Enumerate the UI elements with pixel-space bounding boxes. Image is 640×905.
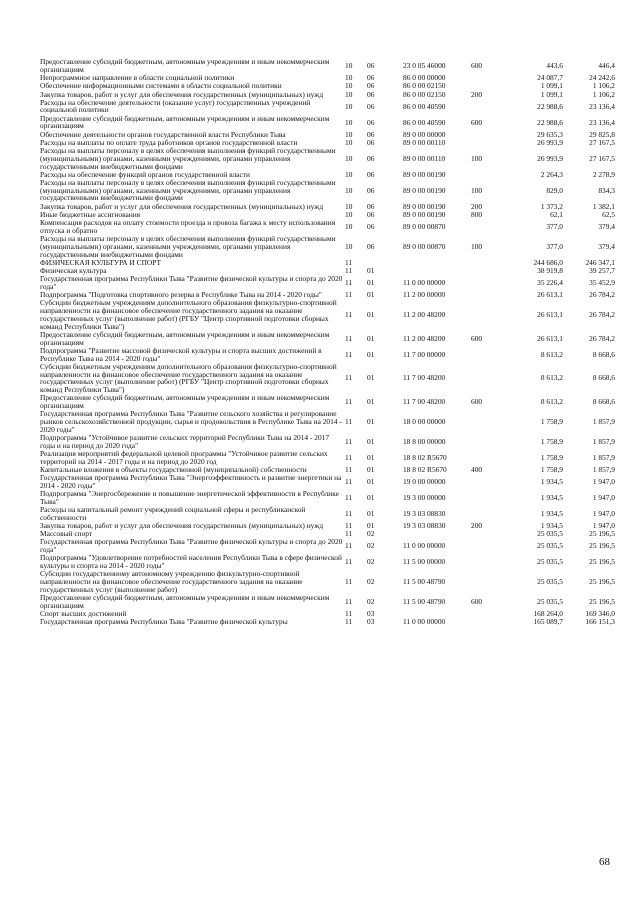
amount-year-2: 1 382,1 — [592, 201, 615, 211]
target-article-code: 86 0 00 40590 — [403, 117, 446, 127]
target-article-code: 86 0 00 00000 — [403, 73, 446, 83]
subsection-code: 01 — [367, 397, 375, 407]
target-article-code: 19 3 03 08830 — [403, 508, 446, 518]
amount-year-2: 169 346,0 — [585, 609, 615, 619]
row-name: Капитальные вложения в объекты государственной (муниципальной) собственности — [40, 464, 307, 474]
expense-type-code: 600 — [471, 333, 483, 343]
table-row — [40, 363, 615, 395]
expense-type-code: 800 — [471, 209, 483, 219]
expense-type-code — [471, 259, 511, 267]
expense-type-code: 600 — [471, 397, 483, 407]
table-row — [40, 538, 615, 554]
section-code: 11 — [345, 557, 353, 567]
section-code: 10 — [345, 129, 353, 139]
amount-year-2: 26 784,2 — [589, 333, 615, 343]
row-name: Субсидии бюджетным учреждениям дополнительного образования физкультурно-спортивной направленности на финансовое обеспечение государственного задания на оказание государственных услуг (выполнение работ) (РГБУ "Центр спортивной подготовки сборных команд Республики Тыва") — [40, 298, 337, 331]
amount-year-1: 26 613,1 — [537, 309, 563, 319]
row-name: Обеспечение деятельности органов государственной власти Республики Тыва — [40, 129, 286, 139]
expense-type-code: 400 — [471, 464, 483, 474]
amount-year-2: 379,4 — [598, 221, 615, 231]
amount-year-1: 26 613,1 — [537, 333, 563, 343]
target-article-code: 11 7 00 00000 — [403, 349, 446, 359]
subsection-code: 06 — [367, 241, 375, 251]
subsection-code: 06 — [367, 101, 375, 111]
row-name: Государственная программа Республики Тыва "Развитие сельского хозяйства и регулирование рынков сельскохозяйственной продукции, сырья и продовольствия в Республике Тыва на 2014 - 2020 годы" — [40, 409, 342, 434]
amount-year-1: 25 035,5 — [537, 541, 563, 551]
table-row — [40, 554, 615, 570]
amount-year-2: 26 784,2 — [589, 309, 615, 319]
section-code: 11 — [345, 464, 353, 474]
row-name: Расходы на выплаты по оплате труда работников органов государственной власти — [40, 137, 298, 147]
target-article-code: 19 3 03 08830 — [403, 521, 446, 531]
amount-year-2: 8 668,6 — [592, 349, 615, 359]
amount-year-1: 8 613,2 — [540, 373, 563, 383]
row-name: Государственная программа Республики Тыва "Развитие физической культуры — [40, 617, 288, 627]
amount-year-2: 35 452,9 — [589, 277, 615, 287]
expense-type-code — [471, 267, 511, 275]
subsection-code: 02 — [367, 557, 375, 567]
amount-year-2: 27 167,5 — [589, 137, 615, 147]
amount-year-1: 1 373,2 — [540, 201, 563, 211]
amount-year-1: 1 099,1 — [540, 81, 563, 91]
amount-year-1: 377,0 — [546, 241, 563, 251]
row-name: Закупка товаров, работ и услуг для обеспечения государственных (муниципальных) нужд — [40, 521, 324, 531]
subsection-code: 01 — [367, 508, 375, 518]
amount-year-2: 2 278,9 — [592, 169, 615, 179]
amount-year-2: 1 857,9 — [592, 464, 615, 474]
subsection-code: 01 — [367, 477, 375, 487]
expense-type-code: 200 — [471, 521, 483, 531]
amount-year-1: 244 686,0 — [533, 257, 563, 267]
target-article-code: 18 0 00 00000 — [403, 417, 446, 427]
amount-year-2: 1 947,0 — [592, 492, 615, 502]
target-article-code: 18 8 02 R5670 — [403, 464, 447, 474]
subsection-code: 02 — [367, 596, 375, 606]
expense-type-code — [471, 618, 511, 626]
table-row — [40, 259, 615, 267]
row-name: Предоставление субсидий бюджетным, автономным учреждениям и иным некоммерческим организациям — [40, 57, 330, 74]
budget-table — [40, 58, 615, 626]
expense-type-code: 200 — [471, 89, 483, 99]
section-code: 10 — [345, 89, 353, 99]
subsection-code: 06 — [367, 61, 375, 71]
row-name: Компенсация расходов на оплату стоимости проезда и провоза багажа к месту использования отпуска и обратно — [40, 218, 336, 235]
expense-type-code: 600 — [471, 61, 483, 71]
amount-year-2: 26 784,2 — [589, 290, 615, 300]
amount-year-1: 26 993,9 — [537, 137, 563, 147]
amount-year-1: 829,0 — [546, 185, 563, 195]
amount-year-1: 1 934,5 — [540, 508, 563, 518]
row-name: Расходы на обеспечение деятельности (оказание услуг) государственных учреждений социальной политики — [40, 97, 311, 115]
section-code: 11 — [345, 541, 353, 551]
section-code: 10 — [345, 209, 353, 219]
section-code: 10 — [345, 117, 353, 127]
amount-year-1: 377,0 — [546, 221, 563, 231]
subsection-code: 01 — [367, 436, 375, 446]
amount-year-2: 23 136,4 — [589, 117, 615, 127]
amount-year-1: 165 089,7 — [533, 617, 563, 627]
amount-year-1: 8 613,2 — [540, 349, 563, 359]
amount-year-1: 25 035,5 — [537, 596, 563, 606]
amount-year-2: 1 947,0 — [592, 477, 615, 487]
expense-type-code — [471, 530, 511, 538]
amount-year-2: 1 106,2 — [592, 81, 615, 91]
subsection-code: 01 — [367, 373, 375, 383]
subsection-code: 06 — [367, 129, 375, 139]
section-code: 11 — [345, 417, 353, 427]
section-code: 10 — [345, 81, 353, 91]
section-code: 10 — [345, 221, 353, 231]
table-row — [40, 58, 615, 74]
expense-type-code: 600 — [471, 117, 483, 127]
row-name: Иные бюджетные ассигнования — [40, 209, 141, 219]
subsection-code: 01 — [367, 309, 375, 319]
row-name: Закупка товаров, работ и услуг для обеспечения государственных (муниципальных) нужд — [40, 89, 324, 99]
target-article-code — [403, 259, 471, 267]
section-code: 11 — [345, 529, 353, 539]
target-article-code: 11 2 00 48200 — [403, 309, 446, 319]
subsection-code: 03 — [367, 617, 375, 627]
expense-type-code — [471, 570, 511, 594]
section-code: 10 — [345, 137, 353, 147]
table-row — [40, 219, 615, 235]
amount-year-2: 24 242,6 — [589, 73, 615, 83]
amount-year-1: 1 934,5 — [540, 477, 563, 487]
target-article-code: 18 8 02 R5670 — [403, 452, 447, 462]
section-code: 11 — [345, 521, 353, 531]
section-code: 10 — [345, 241, 353, 251]
row-name: Государственная программа Республики Тыва "Развитие физической культуры и спорта до 2020 года" — [40, 537, 343, 555]
amount-year-2: 23 136,4 — [589, 101, 615, 111]
subsection-code: 06 — [367, 185, 375, 195]
amount-year-2: 246 347,1 — [585, 257, 615, 267]
expense-type-code — [471, 610, 511, 618]
row-name: Расходы на выплаты персоналу в целях обеспечения выполнения функций государственными (муниципальными) органами, казенными учреждениями, органами управления государственными внебюджетными фондами — [40, 145, 336, 171]
section-code: 11 — [345, 596, 353, 606]
section-code: 11 — [345, 617, 353, 627]
target-article-code: 89 0 00 00000 — [403, 129, 446, 139]
target-article-code: 23 0 05 46000 — [403, 61, 446, 71]
target-article-code: 11 0 00 00000 — [403, 617, 446, 627]
expense-type-code — [471, 410, 511, 434]
subsection-code: 06 — [367, 89, 375, 99]
target-article-code: 11 0 00 00000 — [403, 541, 446, 551]
row-name: Расходы на выплаты персоналу в целях обеспечения выполнения функций государственными (муниципальными) органами, казенными учреждениями, органами управления государственными внебюджетными фондами — [40, 177, 336, 203]
amount-year-2: 25 196,5 — [589, 577, 615, 587]
section-code: 11 — [345, 452, 353, 462]
subsection-code: 01 — [367, 265, 375, 275]
page-number: 68 — [599, 856, 610, 868]
subsection-code: 06 — [367, 73, 375, 83]
table-row — [40, 147, 615, 171]
table-row — [40, 98, 615, 114]
amount-year-1: 1 758,9 — [540, 452, 563, 462]
amount-year-2: 1 857,9 — [592, 452, 615, 462]
expense-type-code — [471, 299, 511, 331]
subsection-code: 06 — [367, 153, 375, 163]
section-code: 11 — [345, 373, 353, 383]
expense-type-code — [471, 74, 511, 82]
row-name: Обеспечение информационными системами в области социальной политики — [40, 81, 282, 91]
row-name: Расходы на выплаты персоналу в целях обеспечения выполнения функций государственными (муниципальными) органами, казенными учреждениями, органами управления государственными внебюджетными фондами — [40, 233, 336, 259]
section-code: 11 — [345, 436, 353, 446]
expense-type-code — [471, 554, 511, 570]
amount-year-2: 25 196,5 — [589, 596, 615, 606]
expense-type-code: 100 — [471, 241, 483, 251]
amount-year-1: 25 035,5 — [537, 529, 563, 539]
section-code: 11 — [345, 277, 353, 287]
expense-type-code — [471, 347, 511, 363]
expense-type-code: 100 — [471, 153, 483, 163]
expense-type-code — [471, 219, 511, 235]
section-code: 11 — [345, 290, 353, 300]
amount-year-1: 29 635,3 — [537, 129, 563, 139]
section-code: 11 — [345, 609, 353, 619]
row-name: Закупка товаров, работ и услуг для обеспечения государственных (муниципальных) нужд — [40, 201, 324, 211]
amount-year-1: 1 934,5 — [540, 521, 563, 531]
subsection-code: 01 — [367, 349, 375, 359]
budget-table-body — [40, 58, 615, 626]
target-article-code: 89 0 00 00870 — [403, 241, 446, 251]
section-code: 10 — [345, 169, 353, 179]
expense-type-code — [471, 98, 511, 114]
row-name: Субсидии государственному автономному учреждению физкультурно-спортивной направленности на финансовое обеспечение государственного задания на оказание государственных услуг (выполнение работ) — [40, 569, 303, 594]
expense-type-code: 600 — [471, 596, 483, 606]
section-code: 11 — [345, 333, 353, 343]
amount-year-2: 25 196,5 — [589, 557, 615, 567]
amount-year-2: 166 151,3 — [585, 617, 615, 627]
amount-year-2: 1 857,9 — [592, 417, 615, 427]
amount-year-2: 39 257,7 — [589, 265, 615, 275]
amount-year-2: 62,5 — [602, 209, 615, 219]
row-name: Субсидии бюджетным учреждениям дополнительного образования физкультурно-спортивной направленности на финансовое обеспечение государственного задания на оказание государственных услуг (выполнение работ) (РГБУ "Центр спортивной подготовки сборных команд Республики Тыва") — [40, 361, 337, 395]
table-row — [40, 570, 615, 594]
target-article-code: 89 0 00 00190 — [403, 201, 446, 211]
row-name: Государственная программа Республики Тыва "Развитие физической культуры и спорта до 2020 года" — [40, 274, 343, 291]
subsection-code: 02 — [367, 541, 375, 551]
expense-type-code: 200 — [471, 201, 483, 211]
amount-year-1: 35 226,4 — [537, 277, 563, 287]
expense-type-code — [471, 275, 511, 291]
row-name: Массовый спорт — [40, 529, 93, 539]
row-name: Государственная программа Республики Тыва "Энергоэффективность и развитие энергетики на 2014 - 2020 годы" — [40, 473, 342, 490]
subsection-code: 06 — [367, 81, 375, 91]
expense-type-code — [471, 291, 511, 299]
target-article-code: 11 5 00 48790 — [403, 596, 446, 606]
subsection-code: 02 — [367, 529, 375, 539]
expense-type-code — [471, 434, 511, 450]
target-article-code — [403, 530, 471, 538]
subsection-code: 02 — [367, 577, 375, 587]
expense-type-code — [471, 474, 511, 490]
section-code: 11 — [345, 477, 353, 487]
table-row — [40, 299, 615, 331]
amount-year-1: 22 988,6 — [537, 101, 563, 111]
section-code: 10 — [345, 201, 353, 211]
row-name: Подпрограмма "Удовлетворение потребностей населения Республики Тыва в сфере физической культуры и спорта на 2014 - 2020 годы" — [40, 553, 342, 571]
target-article-code: 11 7 00 48200 — [403, 373, 446, 383]
amount-year-1: 24 087,7 — [537, 73, 563, 83]
amount-year-2: 1 947,0 — [592, 521, 615, 531]
table-row — [40, 506, 615, 522]
table-row — [40, 434, 615, 450]
amount-year-2: 379,4 — [598, 241, 615, 251]
expense-type-code — [471, 506, 511, 522]
amount-year-1: 2 264,3 — [540, 169, 563, 179]
row-name: Подпрограмма "Устойчивое развитие сельских территорий Республики Тыва на 2014 - 2017 годы и на период до 2020 года" — [40, 433, 330, 450]
target-article-code: 11 2 00 00000 — [403, 290, 446, 300]
table-row — [40, 114, 615, 130]
target-article-code — [403, 267, 471, 275]
table-row — [40, 522, 615, 530]
expense-type-code: 100 — [471, 185, 483, 195]
row-name: Предоставление субсидий бюджетным, автономным учреждениям и иным некоммерческим организациям — [40, 329, 330, 347]
amount-year-2: 8 668,6 — [592, 373, 615, 383]
target-article-code: 11 2 00 48200 — [403, 333, 446, 343]
amount-year-2: 25 196,5 — [589, 541, 615, 551]
amount-year-2: 8 668,6 — [592, 397, 615, 407]
table-row — [40, 235, 615, 259]
section-code: 11 — [345, 265, 353, 275]
amount-year-2: 834,3 — [598, 185, 615, 195]
section-code: 11 — [345, 508, 353, 518]
amount-year-1: 26 613,1 — [537, 290, 563, 300]
target-article-code: 11 5 00 00000 — [403, 557, 446, 567]
table-row — [40, 331, 615, 347]
target-article-code: 89 0 00 00190 — [403, 169, 446, 179]
section-code: 11 — [345, 397, 353, 407]
amount-year-1: 168 264,0 — [533, 609, 563, 619]
subsection-code: 03 — [367, 609, 375, 619]
expense-type-code — [471, 538, 511, 554]
table-row — [40, 410, 615, 434]
subsection-code: 06 — [367, 209, 375, 219]
table-row — [40, 594, 615, 610]
amount-year-2: 1 947,0 — [592, 508, 615, 518]
amount-year-1: 22 988,6 — [537, 117, 563, 127]
row-name: Расходы на обеспечение функций органов государственной власти — [40, 169, 250, 179]
target-article-code: 19 3 00 00000 — [403, 492, 446, 502]
target-article-code: 89 0 00 00110 — [403, 137, 446, 147]
table-row — [40, 490, 615, 506]
target-article-code: 89 0 00 00190 — [403, 209, 446, 219]
section-code: 11 — [345, 309, 353, 319]
subsection-code: 06 — [367, 169, 375, 179]
table-row — [40, 179, 615, 203]
table-row — [40, 394, 615, 410]
section-code: 11 — [345, 492, 353, 502]
table-row — [40, 275, 615, 291]
subsection-code: 06 — [367, 201, 375, 211]
target-article-code: 11 0 00 00000 — [403, 277, 446, 287]
section-code: 10 — [345, 153, 353, 163]
target-article-code: 11 7 00 48200 — [403, 397, 446, 407]
table-row — [40, 618, 615, 626]
row-name: Спорт высших достижений — [40, 609, 127, 619]
section-code: 10 — [345, 101, 353, 111]
amount-year-1: 62,1 — [550, 209, 563, 219]
amount-year-2: 1 857,9 — [592, 436, 615, 446]
row-name: Реализация мероприятий федеральной целевой программы "Устойчивое развитие сельских территорий на 2014 - 2017 годы и на период до 2020 год — [40, 448, 328, 466]
subsection-code: 01 — [367, 333, 375, 343]
target-article-code: 89 0 00 00190 — [403, 185, 446, 195]
amount-year-1: 38 919,8 — [537, 265, 563, 275]
target-article-code: 86 0 00 02150 — [403, 81, 446, 91]
section-code: 11 — [345, 349, 353, 359]
target-article-code: 11 5 00 48790 — [403, 577, 446, 587]
subsection-code: 01 — [367, 417, 375, 427]
expense-type-code — [471, 130, 511, 138]
row-name: Предоставление субсидий бюджетным, автономным учреждениям и иным некоммерческим организациям — [40, 113, 330, 131]
section-code: 10 — [345, 73, 353, 83]
section-code: 11 — [345, 257, 353, 267]
target-article-code: 89 0 00 00110 — [403, 153, 446, 163]
amount-year-2: 25 196,5 — [589, 529, 615, 539]
expense-type-code — [471, 139, 511, 147]
subsection-code: 01 — [367, 521, 375, 531]
row-name: Физическая культура — [40, 265, 107, 275]
amount-year-1: 1 099,1 — [540, 89, 563, 99]
amount-year-2: 27 167,5 — [589, 153, 615, 163]
amount-year-1: 8 613,2 — [540, 397, 563, 407]
subsection-code: 01 — [367, 277, 375, 287]
amount-year-1: 443,6 — [546, 61, 563, 71]
amount-year-1: 25 035,5 — [537, 577, 563, 587]
subsection-code: 06 — [367, 221, 375, 231]
amount-year-2: 29 825,8 — [589, 129, 615, 139]
row-name: Предоставление субсидий бюджетным, автономным учреждениям и иным некоммерческим организациям — [40, 393, 330, 411]
amount-year-2: 1 106,2 — [592, 89, 615, 99]
target-article-code: 86 0 00 40590 — [403, 101, 446, 111]
section-code: 11 — [345, 577, 353, 587]
amount-year-2: 446,4 — [598, 61, 615, 71]
subsection-code: 01 — [367, 452, 375, 462]
expense-type-code — [471, 490, 511, 506]
section-code: 10 — [345, 61, 353, 71]
amount-year-1: 25 035,5 — [537, 557, 563, 567]
target-article-code: 89 0 00 00870 — [403, 221, 446, 231]
target-article-code: 18 8 00 00000 — [403, 436, 446, 446]
amount-year-1: 1 758,9 — [540, 417, 563, 427]
subsection-code: 06 — [367, 117, 375, 127]
table-row — [40, 474, 615, 490]
target-article-code: 19 0 00 00000 — [403, 477, 446, 487]
row-name: Непрограммное направление в области социальной политики — [40, 73, 235, 83]
table-row — [40, 347, 615, 363]
table-row — [40, 450, 615, 466]
section-code: 10 — [345, 185, 353, 195]
amount-year-1: 26 993,9 — [537, 153, 563, 163]
amount-year-1: 1 934,5 — [540, 492, 563, 502]
subsection-code: 01 — [367, 464, 375, 474]
row-name: Подпрограмма "Подготовка спортивного резерва в Республике Тыва на 2014 - 2020 годы" — [40, 290, 322, 300]
expense-type-code — [471, 363, 511, 395]
row-name: Подпрограмма "Энергосбережение и повышение энергетической эффективности в Республике Тыва" — [40, 489, 339, 506]
expense-type-code — [471, 171, 511, 179]
subsection-code: 06 — [367, 137, 375, 147]
row-name: Подпрограмма "Развитие массовой физической культуры и спорта высших достижений в Республике Тыва на 2014 - 2020 годы" — [40, 345, 322, 363]
target-article-code: 86 0 00 02150 — [403, 89, 446, 99]
row-name: Расходы на капитальный ремонт учреждений социальной сферы и республиканской собственности — [40, 505, 306, 522]
subsection-code: 01 — [367, 492, 375, 502]
amount-year-1: 1 758,9 — [540, 464, 563, 474]
row-name: Предоставление субсидий бюджетным, автономным учреждениям и иным некоммерческим организациям — [40, 593, 330, 610]
row-name: ФИЗИЧЕСКАЯ КУЛЬТУРА И СПОРТ — [40, 257, 161, 267]
subsection-code: 01 — [367, 290, 375, 300]
expense-type-code — [471, 450, 511, 466]
amount-year-1: 1 758,9 — [540, 436, 563, 446]
